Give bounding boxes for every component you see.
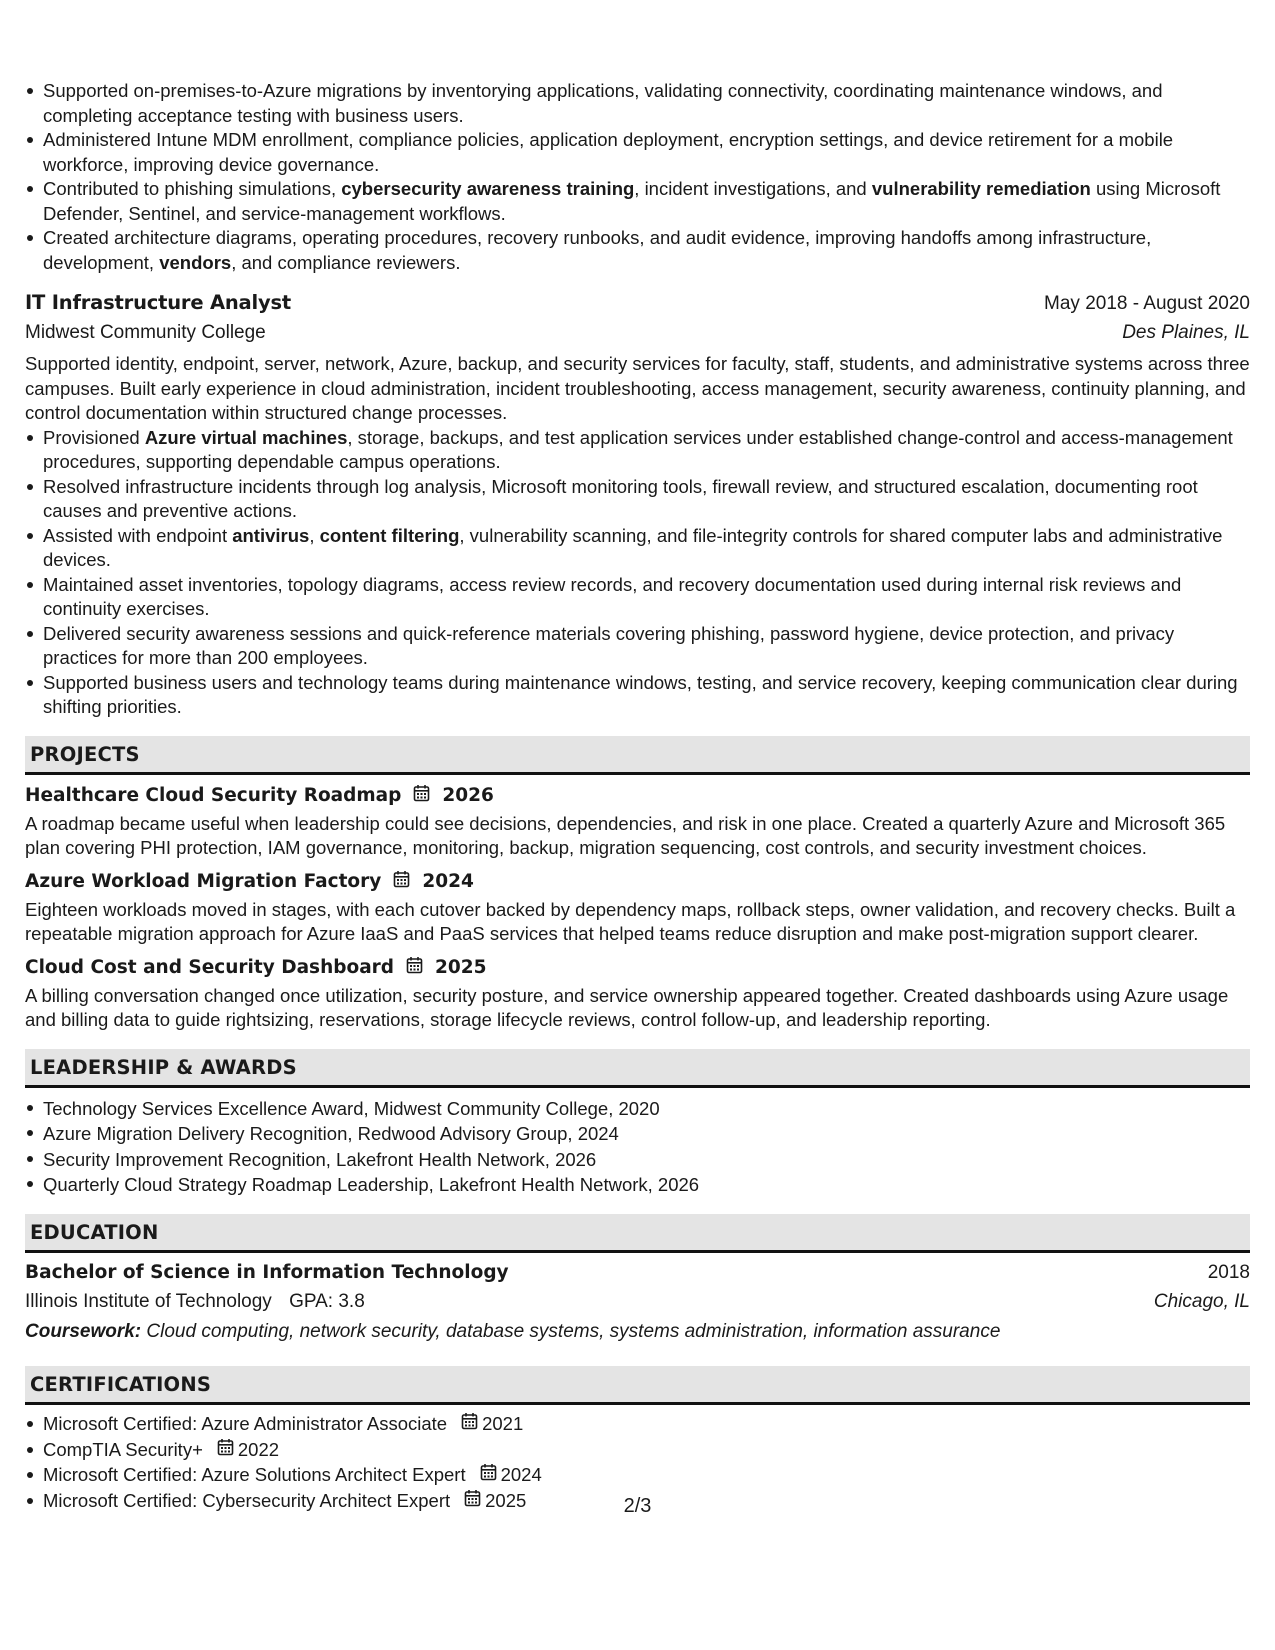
project-description: Eighteen workloads moved in stages, with each cutover backed by dependency maps, rollback steps, owner validation, and recovery checks. Built a repeatable migration approach for Azure IaaS and PaaS services that helped teams reduce disruption and make post-migration support clearer. (25, 898, 1236, 944)
calendar-icon (217, 1438, 234, 1463)
calendar-icon (413, 784, 430, 810)
cert-name: Microsoft Certified: Azure Administrator Associate (43, 1413, 448, 1434)
cert-name: Microsoft Certified: Cybersecurity Architect Expert (43, 1489, 451, 1511)
list-item: Azure Migration Delivery Recognition, Redwood Advisory Group, 2024 (25, 1121, 1250, 1147)
cert-year: 2022 (237, 1438, 280, 1460)
list-item (25, 1463, 1250, 1488)
job-entry (25, 291, 1250, 720)
calendar-icon (461, 1412, 478, 1437)
cert-name: CompTIA Security+ (43, 1438, 203, 1460)
calendar-icon (480, 1463, 497, 1488)
list-item: Administered Intune MDM enrollment, compliance policies, application deployment, encryption settings, and device retirement for a mobile workforce, improving device governance. (25, 128, 1250, 177)
cert-year: 2021 (482, 1413, 524, 1434)
job-title: IT Infrastructure Analyst (25, 291, 292, 314)
list-item: Contributed to phishing simulations, cybersecurity awareness training, incident investigations, and vulnerability remediation using Microsoft Defender, Sentinel, and service-management workflows. (25, 177, 1250, 226)
job-company: Midwest Community College (25, 321, 266, 343)
job-location: Des Plaines, IL (1122, 321, 1250, 343)
awards-list (25, 1096, 1250, 1198)
list-item: Technology Services Excellence Award, Midwest Community College, 2020 (25, 1096, 1250, 1122)
cert-name: Microsoft Certified: Azure Solutions Architect Expert (43, 1464, 466, 1485)
list-item: Provisioned Azure virtual machines, storage, backups, and test application services under established change-control and access-management procedures, supporting dependable campus operations. (25, 426, 1250, 475)
project-year: 2026 (442, 785, 494, 807)
list-item: Quarterly Cloud Strategy Roadmap Leadership, Lakefront Health Network, 2026 (25, 1172, 1250, 1198)
project-year: 2024 (422, 871, 474, 893)
list-item: Resolved infrastructure incidents through log analysis, Microsoft monitoring tools, firewall review, and structured escalation, documenting root causes and preventive actions. (25, 475, 1250, 524)
project-name: Cloud Cost and Security Dashboard (25, 957, 395, 979)
graduation-year: 2018 (1207, 1261, 1250, 1283)
list-item: Security Improvement Recognition, Lakefront Health Network, 2026 (25, 1147, 1250, 1173)
calendar-icon (393, 870, 410, 896)
job-bullets (25, 426, 1250, 720)
page-number: 2/3 (623, 1495, 652, 1517)
calendar-icon (406, 956, 423, 982)
section-heading-certifications: CERTIFICATIONS (25, 1366, 1250, 1405)
list-item (25, 1412, 1250, 1437)
prior-job-bullets (25, 79, 1250, 275)
coursework (25, 1320, 1250, 1345)
job-dates: May 2018 - August 2020 (1044, 293, 1250, 314)
list-item: Assisted with endpoint antivirus, content filtering, vulnerability scanning, and file-integrity controls for shared computer labs and administrative devices. (25, 524, 1250, 573)
project-description: A roadmap became useful when leadership could see decisions, dependencies, and risk in one place. Created a quarterly Azure and Microsoft 365 plan covering PHI protection, IAM governance, monitoring, backup, migration sequencing, cost controls, and security investment choices. (25, 812, 1226, 858)
project-item (25, 870, 1250, 947)
education-entry (25, 1261, 1250, 1345)
gpa: GPA: 3.8 (289, 1291, 365, 1312)
project-description: A billing conversation changed once utilization, security posture, and service ownership appeared together. Created dashboards using Azure usage and billing data to guide rightsizing, reservations, storage lifecycle reviews, control follow-up, and leadership reporting. (25, 984, 1229, 1030)
job-summary: Supported identity, endpoint, server, network, Azure, backup, and security services for faculty, staff, students, and administrative systems across three campuses. Built early experience in cloud administration, incident troubleshooting, access management, security awareness, continuity planning, and control documentation within structured change processes. (25, 353, 1250, 423)
list-item: Supported on-premises-to-Azure migrations by inventorying applications, validating connectivity, coordinating maintenance windows, and completing acceptance testing with business users. (25, 79, 1250, 128)
cert-year: 2025 (485, 1489, 527, 1511)
cert-year: 2024 (500, 1464, 542, 1485)
school-name: Illinois Institute of Technology (25, 1291, 272, 1312)
project-name: Healthcare Cloud Security Roadmap (25, 785, 402, 807)
degree: Bachelor of Science in Information Technology (25, 1261, 509, 1283)
section-heading-education: EDUCATION (25, 1214, 1250, 1253)
list-item: Maintained asset inventories, topology diagrams, access review records, and recovery documentation used during internal risk reviews and continuity exercises. (25, 573, 1250, 622)
school-location: Chicago, IL (1153, 1291, 1250, 1312)
project-item (25, 784, 1250, 861)
list-item: Supported business users and technology teams during maintenance windows, testing, and service recovery, keeping communication clear during shifting priorities. (25, 671, 1250, 720)
section-heading-awards: LEADERSHIP & AWARDS (25, 1049, 1250, 1088)
project-item (25, 956, 1250, 1033)
coursework-label: Coursework: (25, 1320, 142, 1342)
coursework-text: Cloud computing, network security, database systems, systems administration, information assurance (146, 1320, 1001, 1342)
list-item: Delivered security awareness sessions and quick-reference materials covering phishing, password hygiene, device protection, and privacy practices for more than 200 employees. (25, 622, 1250, 671)
projects-list (25, 784, 1250, 1033)
project-year: 2025 (435, 957, 487, 979)
section-heading-projects: PROJECTS (25, 736, 1250, 775)
list-item (25, 1438, 1250, 1463)
project-name: Azure Workload Migration Factory (25, 871, 382, 893)
list-item: Created architecture diagrams, operating procedures, recovery runbooks, and audit evidence, improving handoffs among infrastructure, development, vendors, and compliance reviewers. (25, 226, 1250, 275)
